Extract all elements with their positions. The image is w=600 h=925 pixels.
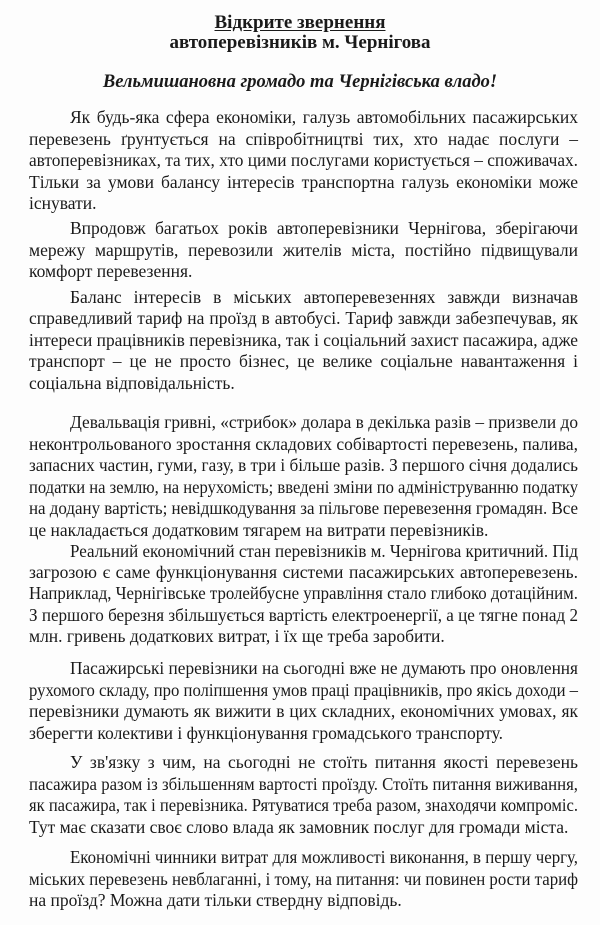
paragraph-line: на додану вартість; невідшкодування за пільгове перевезення громадян. Все [29, 498, 578, 518]
paragraph-line: Впродовж багатьох років автоперевізники Чернігова, зберігаючи [70, 218, 578, 238]
paragraph-line: перевезень ґрунтується на співробітництві тих, хто надає послуги – [29, 129, 578, 149]
paragraph-line: Наприклад, Чернігівське тролейбусне управління стало глибоко дотаційним. [29, 583, 578, 603]
paragraph-line: Реальний економічний стан перевізників м. Чернігова критичний. Під [70, 541, 578, 561]
paragraph-line: існувати. [29, 193, 97, 213]
paragraph-line: Тут має сказати своє слово влада як замовник послуг для громади міста. [29, 817, 569, 837]
paragraph-line: зберегти колективи і функціонування громадського транспорту. [29, 723, 504, 743]
paragraph-line: У зв'язку з чим, на сьогодні не стоїть питання якості перевезень [70, 752, 578, 772]
document-title-text: Відкрите звернення [214, 12, 386, 33]
paragraph-line: комфорт перевезення. [29, 261, 193, 281]
paragraph-line: запасних частин, гуми, газу, в три і більше разів. З першого січня додались [29, 455, 578, 475]
paragraph-line: на проїзд? Можна дати тільки ствердну відповідь. [29, 890, 402, 910]
paragraph-line: як пасажира, так і перевізника. Рятуватися треба разом, знаходячи компроміс. [29, 795, 578, 815]
paragraph-line: Як будь-яка сфера економіки, галузь автомобільних пасажирських [70, 107, 578, 127]
paragraph-line: міських перевезень невблаганні, і тому, на питання: чи повинен рости тариф [29, 869, 578, 889]
paragraph-line: автоперевізниках, та тих, хто цими послугами користується – споживачах. [29, 150, 578, 170]
paragraph-line: податки на землю, на нерухомість; введені зміни по адмініструванню податку [29, 477, 578, 497]
paragraph-line: Пасажирські перевізники на сьогодні вже не думають про оновлення [70, 658, 578, 678]
paragraph-line: мережу маршрутів, перевозили жителів міста, постійно підвищували [29, 240, 578, 260]
paragraph-line: пасажира разом із збільшенням вартості проїзду. Стоїть питання виживання, [29, 774, 578, 794]
paragraph-line: Девальвація гривні, «стрибок» долара в декілька разів – призвели до [70, 412, 578, 432]
document-subtitle: автоперевізників м. Чернігова [169, 32, 431, 53]
paragraph-line: З першого березня збільшується вартість електроенергії, а це тягне понад 2 [29, 605, 578, 625]
paragraph-line: це накладається додатковим тягарем на витрати перевізників. [29, 520, 489, 540]
paragraph-line: Тільки за умови балансу інтересів транспортна галузь економіки може [29, 172, 578, 192]
document-title [0, 12, 600, 34]
paragraph-line: перевізники думають як вижити в цих складних, економічних умовах, як [29, 701, 578, 721]
paragraph-line: соціальна відповідальність. [29, 373, 235, 393]
paragraph-line: рухомого складу, про поліпшення умов праці працівників, про якісь доходи – [29, 680, 578, 700]
paragraph-line: загрозою є саме функціонування системи пасажирських автоперевезень. [29, 562, 578, 582]
paragraph-line: інтереси працівників перевізника, так і соціальний захист пасажира, адже [29, 330, 578, 350]
paragraph-line: неконтрольованого зростання складових собівартості перевезень, палива, [29, 434, 578, 454]
paragraph-line: млн. гривень додаткових витрат, і їх ще треба заробити. [29, 626, 445, 646]
paragraph-line: транспорт – це не просто бізнес, це велике соціальне навантаження і [29, 351, 578, 371]
paragraph-line: справедливий тариф на проїзд в автобусі. Тариф завжди забезпечував, як [29, 308, 578, 328]
paragraph-line: Економічні чинники витрат для можливості виконання, в першу чергу, [70, 847, 578, 867]
salutation: Вельмишановна громадо та Чернігівська владо! [102, 72, 498, 92]
paragraph-line: Баланс інтересів в міських автоперевезеннях завжди визначав [70, 287, 578, 307]
